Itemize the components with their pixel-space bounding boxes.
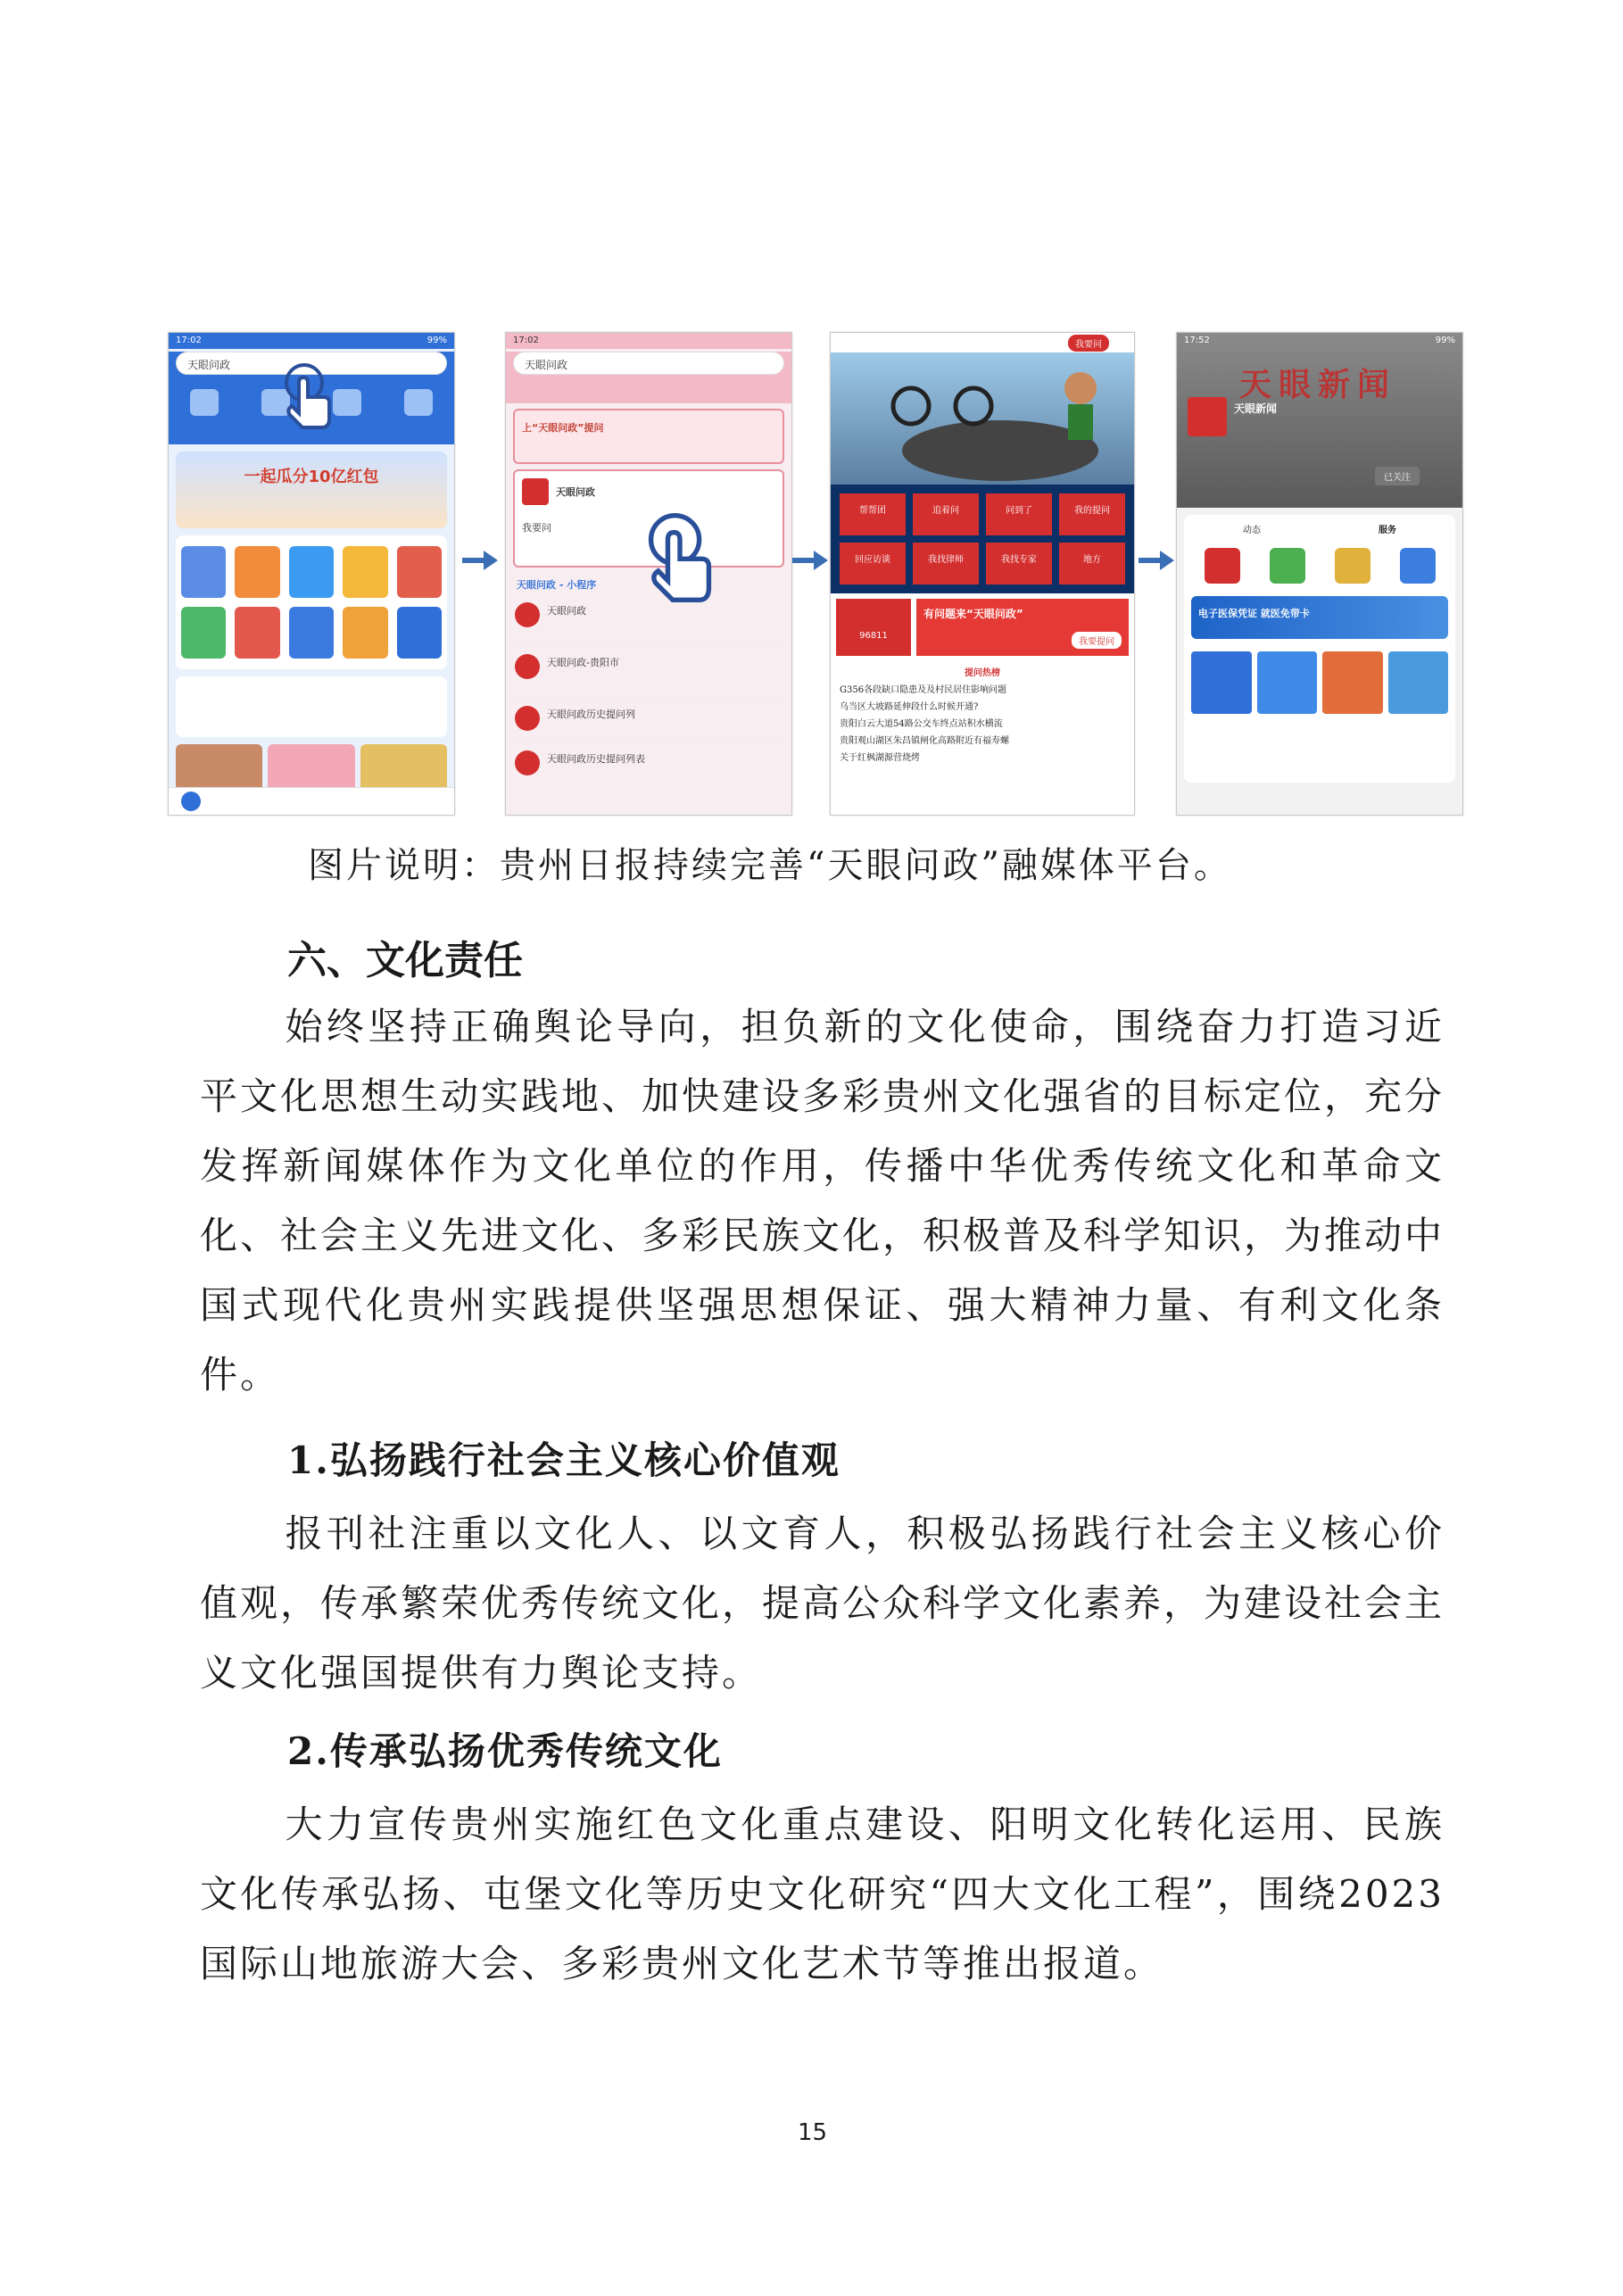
banner-text: 一起瓜分10亿红包 [244,468,379,486]
app-icon [235,546,279,598]
scan-icon [190,389,219,416]
paragraph-text: 大力宣传贵州实施红色文化重点建设、阳明文化转化运用、民族文化传承弘扬、屯堡文化等历史文化研究“四大文化工程”，围绕2023国际山地旅游大会、多彩贵州文化艺术节等推出报道。 [200,1803,1445,1985]
status-time: 17:52 [1184,336,1210,345]
hot-list-item: 贵阳白云大道54路公交车终点站积水横流 [840,719,1003,729]
service-banner: 电子医保凭证 就医免带卡 [1198,608,1310,619]
service-icon [1335,548,1370,584]
tap-hand-icon [279,363,336,429]
service-card [1191,651,1252,714]
promo-card-title: 上“天眼问政”提问 [522,422,604,434]
phone-screenshot-alipay [168,332,455,816]
list-item: 天眼问政历史提问列 [547,709,635,720]
hotline-box [836,599,911,656]
paragraph [200,1790,1445,1999]
app-icon [181,607,226,659]
arrow-right-icon [1139,551,1174,570]
ad-text: 有问题来“天眼问政” [923,608,1023,620]
hot-list-item: 乌当区大坡路延伸段什么时候开通? [840,702,979,712]
status-bar [169,333,454,349]
app-icon [181,546,226,598]
service-card [1322,651,1383,714]
app-icon [289,546,334,598]
app-icon [343,546,387,598]
search-input: 天眼问政 [176,352,447,375]
cartoon-banner-image [831,352,1134,485]
status-battery: 99% [426,336,447,345]
status-bar [506,333,791,349]
subheading: 2.传承弘扬优秀传统文化 [287,1729,723,1773]
figure-caption: 图片说明：贵州日报持续完善“天眼问政”融媒体平台。 [308,845,1232,886]
app-logo [515,602,540,627]
page-number: 15 [798,2119,828,2146]
bottom-nav [169,787,454,815]
status-bar [1177,333,1462,349]
arrow-right-icon [792,551,828,570]
service-card [1388,651,1449,714]
hot-list-item: 关于红枫湖源营烧烤 [840,753,920,763]
grid-button: 我的提问 [1059,493,1125,535]
subheading: 1.弘扬践行社会主义核心价值观 [287,1438,840,1482]
ask-entry: 我要问 [522,522,551,534]
masthead-text: 天眼新闻 [1239,366,1397,403]
hotline-number: 96811 [859,631,888,641]
app-logo [515,654,540,679]
app-logo [522,478,549,505]
service-card [1257,651,1318,714]
list-item: 天眼问政-贵阳市 [547,657,619,668]
hot-list-title: 提问热榜 [965,668,1000,678]
app-logo [515,750,540,775]
grid-button: 追着问 [913,493,979,535]
card-icon [404,389,433,416]
phone-screenshot-wechat [1176,332,1463,816]
ask-button: 我要问 [1068,335,1109,352]
result-title: 天眼问政 [556,486,595,498]
account-name: 天眼新闻 [1234,402,1278,415]
tab-service: 服务 [1379,526,1396,535]
travel-icon [333,389,361,416]
service-icon [1400,548,1436,584]
app-icon [397,546,442,598]
phone-screenshot-search [505,332,792,816]
app-icon [235,607,279,659]
ad-ask-button: 我要提问 [1072,632,1122,649]
status-time: 17:02 [176,336,202,345]
paragraph-text: 始终坚持正确舆论导向，担负新的文化使命，围绕奋力打造习近平文化思想生动实践地、加快建设多彩贵州文化强省的目标定位，充分发挥新闻媒体作为文化单位的作用，传播中华优秀传统文化和革命文化、社会主义先进文化、多彩民族文化，积极普及科学知识，为推动中国式现代化贵州实践提供坚强思想保证、强大精神力量、有利文化条件。 [200,1005,1445,1397]
app-icon [343,607,387,659]
section-title: 六、文化责任 [287,938,523,983]
grid-button: 地方 [1059,543,1125,584]
figure-screenshots [168,323,1479,823]
app-icon [397,607,442,659]
grid-button: 问到了 [986,493,1052,535]
status-time: 17:02 [513,336,539,345]
home-icon [181,792,201,811]
grid-button: 我找专家 [986,543,1052,584]
app-logo [515,706,540,731]
hot-list-item: G356各段缺口隐患及及村民居住影响问题 [840,685,1007,695]
tap-hand-icon [640,513,720,602]
grid-button: 帮帮团 [840,493,906,535]
status-battery: 99% [1435,336,1455,345]
paragraph [200,992,1445,1410]
list-item: 天眼问政 [547,605,586,617]
tab-dynamic: 动态 [1243,526,1261,535]
paragraph [200,1499,1445,1708]
follow-button: 已关注 [1375,467,1420,485]
service-icon [1205,548,1240,584]
list-item: 天眼问政历史提问列表 [547,753,645,765]
account-logo [1188,397,1227,436]
grid-button: 我找律师 [913,543,979,584]
phone-screenshot-tianyan [830,332,1135,816]
grid-button: 回应访谈 [840,543,906,584]
search-input: 天眼问政 [513,352,784,375]
service-icon [1270,548,1305,584]
paragraph-text: 报刊社注重以文化人、以文育人，积极弘扬践行社会主义核心价值观，传承繁荣优秀传统文化，提高公众科学文化素养，为建设社会主义文化强国提供有力舆论支持。 [200,1512,1445,1695]
arrow-right-icon [462,551,498,570]
mini-program-label: 天眼问政 - 小程序 [517,579,597,591]
app-icon [289,607,334,659]
hot-list-item: 贵阳观山湖区朱昌镇闸化高路附近有福寿螺 [840,736,1009,746]
